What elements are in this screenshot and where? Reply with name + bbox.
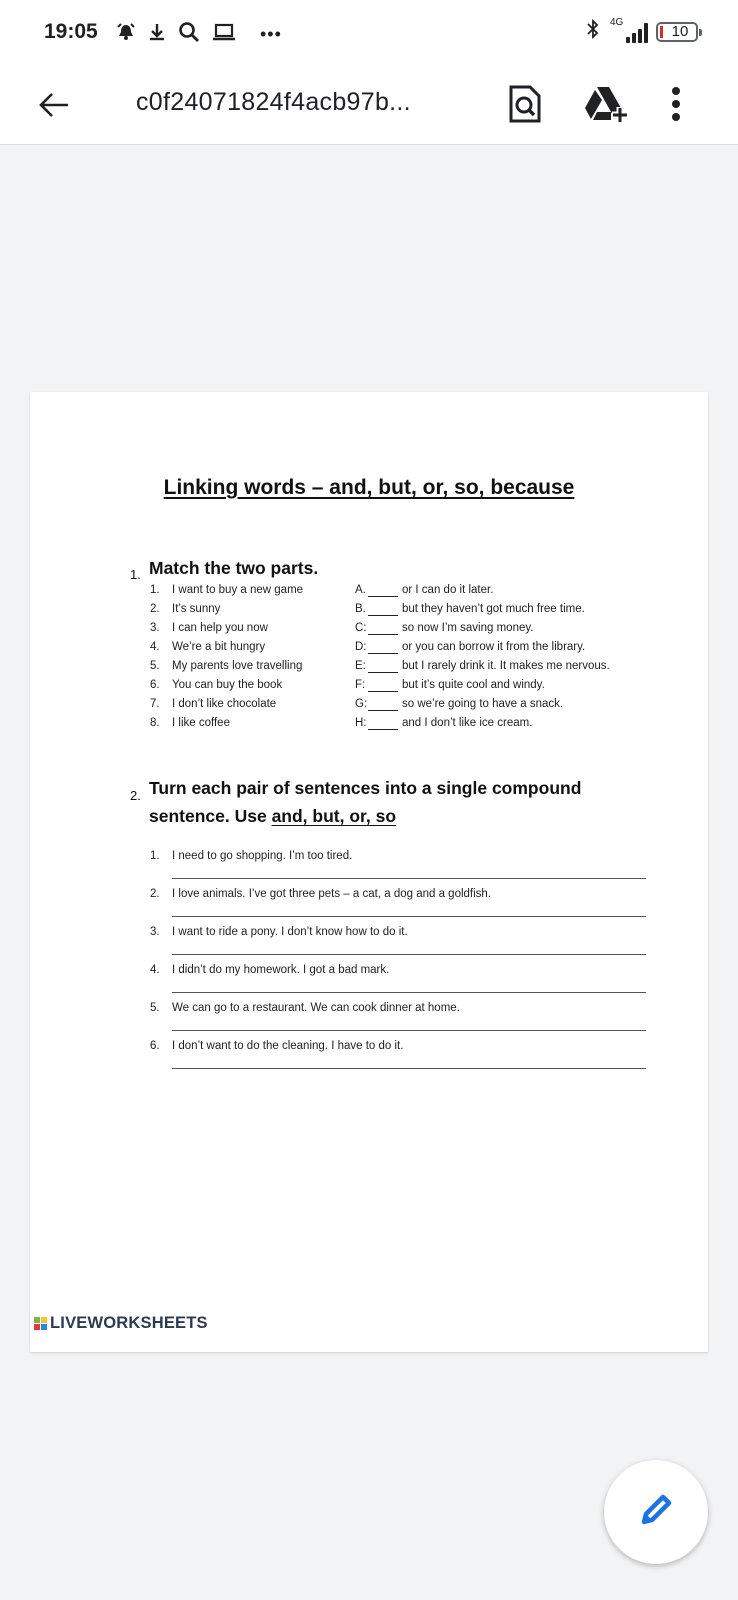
match-left-number: 5.: [150, 660, 160, 672]
status-icons-left: [116, 21, 282, 48]
match-right-letter: F:: [355, 679, 366, 691]
answer-line[interactable]: [172, 878, 646, 879]
section2-heading-prefix: sentence. Use: [149, 806, 272, 826]
match-row: [30, 679, 708, 698]
question-number: 4.: [150, 964, 160, 976]
question-number: 1.: [150, 850, 160, 862]
network-type-label: 4G: [610, 16, 624, 28]
match-left-number: 7.: [150, 698, 160, 710]
match-right-letter: D:: [355, 641, 367, 653]
drive-add-icon: [583, 84, 629, 129]
match-left-number: 2.: [150, 603, 160, 615]
question-text: I want to ride a pony. I don’t know how to do it.: [172, 926, 408, 938]
answer-line[interactable]: [172, 916, 646, 917]
match-left-text: I like coffee: [172, 717, 230, 729]
match-right-letter: E:: [355, 660, 366, 672]
liveworksheets-logo: [34, 1314, 208, 1333]
bluetooth-icon: [586, 18, 600, 45]
match-row: [30, 660, 708, 679]
match-answer-blank[interactable]: [368, 596, 398, 597]
signal-bars: [626, 23, 648, 43]
back-button[interactable]: [30, 84, 78, 130]
more-vert-icon: [671, 86, 681, 127]
match-row: [30, 717, 708, 736]
match-left-number: 8.: [150, 717, 160, 729]
download-icon: [148, 22, 166, 47]
question-number: 6.: [150, 1040, 160, 1052]
question-text: I love animals. I’ve got three pets – a cat, a dog and a goldfish.: [172, 888, 492, 900]
match-answer-blank[interactable]: [368, 729, 398, 730]
document-page[interactable]: [30, 392, 708, 1352]
answer-line[interactable]: [172, 954, 646, 955]
section2-heading-line2: [149, 806, 396, 827]
worksheet-title: Linking words – and, but, or, so, because: [163, 476, 575, 499]
question-text: I don’t want to do the cleaning. I have to do it.: [172, 1040, 404, 1052]
match-answer-blank[interactable]: [368, 672, 398, 673]
match-left-number: 4.: [150, 641, 160, 653]
edit-pencil-icon: [636, 1490, 676, 1535]
match-left-text: You can buy the book: [172, 679, 283, 691]
match-left-text: My parents love travelling: [172, 660, 303, 672]
back-arrow-icon: [38, 91, 70, 124]
match-right-text: but it’s quite cool and windy.: [402, 679, 545, 691]
question-text: I need to go shopping. I’m too tired.: [172, 850, 353, 862]
match-right-text: and I don’t like ice cream.: [402, 717, 533, 729]
match-right-letter: H:: [355, 717, 367, 729]
document-title: c0f24071824f4acb97b...: [136, 88, 411, 116]
section1-heading: Match the two parts.: [149, 558, 319, 578]
battery-icon: [656, 22, 698, 42]
match-row: [30, 698, 708, 717]
match-left-number: 3.: [150, 622, 160, 634]
match-right-letter: C:: [355, 622, 367, 634]
signal-icon: [608, 16, 648, 45]
liveworksheets-logo-icon: [34, 1317, 47, 1330]
answer-line[interactable]: [172, 1030, 646, 1031]
match-answer-blank[interactable]: [368, 710, 398, 711]
more-notifications-icon: •••: [260, 24, 282, 44]
section2-heading-line1: Turn each pair of sentences into a single compound: [149, 778, 582, 798]
match-right-letter: G:: [355, 698, 368, 710]
match-answer-blank[interactable]: [368, 634, 398, 635]
match-left-text: I don’t like chocolate: [172, 698, 277, 710]
match-answer-blank[interactable]: [368, 615, 398, 616]
edit-fab-button[interactable]: [604, 1460, 708, 1564]
section2-number: 2.: [130, 788, 141, 803]
search-document-icon: [508, 84, 542, 129]
app-bar: [0, 70, 738, 145]
match-row: [30, 584, 708, 603]
match-row: [30, 603, 708, 622]
match-answer-blank[interactable]: [368, 691, 398, 692]
battery-level-fill: [660, 26, 663, 38]
match-right-text: so now I’m saving money.: [402, 622, 534, 634]
laptop-icon: [212, 22, 236, 47]
status-icons-right: [586, 18, 698, 45]
answer-line[interactable]: [172, 1068, 646, 1069]
answer-line[interactable]: [172, 992, 646, 993]
search-in-document-button[interactable]: [499, 80, 551, 132]
section1-number: 1.: [130, 567, 141, 582]
section2-heading-underlined: and, but, or, so: [271, 806, 397, 826]
match-answer-blank[interactable]: [368, 653, 398, 654]
battery-level-text: 10: [671, 23, 689, 40]
question-number: 2.: [150, 888, 160, 900]
match-row: [30, 641, 708, 660]
match-left-text: We’re a bit hungry: [172, 641, 266, 653]
question-text: I didn’t do my homework. I got a bad mark.: [172, 964, 390, 976]
match-left-text: I can help you now: [172, 622, 268, 634]
status-time: 19:05: [44, 20, 98, 43]
match-left-number: 1.: [150, 584, 160, 596]
match-right-letter: B.: [355, 603, 366, 615]
match-left-text: It’s sunny: [172, 603, 221, 615]
match-left-text: I want to buy a new game: [172, 584, 304, 596]
match-right-text: or you can borrow it from the library.: [402, 641, 586, 653]
question-number: 3.: [150, 926, 160, 938]
match-right-letter: A.: [355, 584, 366, 596]
question-text: We can go to a restaurant. We can cook dinner at home.: [172, 1002, 460, 1014]
alarm-icon: [116, 22, 136, 47]
match-left-number: 6.: [150, 679, 160, 691]
match-right-text: but they haven’t got much free time.: [402, 603, 585, 615]
match-right-text: or I can do it later.: [402, 584, 494, 596]
status-bar: [0, 0, 738, 70]
search-icon: [178, 21, 200, 48]
match-right-text: so we’re going to have a snack.: [402, 698, 564, 710]
question-number: 5.: [150, 1002, 160, 1014]
more-options-button[interactable]: [656, 80, 696, 132]
match-row: [30, 622, 708, 641]
add-to-drive-button[interactable]: [580, 80, 632, 132]
liveworksheets-logo-text: LIVEWORKSHEETS: [50, 1314, 208, 1332]
match-right-text: but I rarely drink it. It makes me nervous.: [402, 660, 610, 672]
